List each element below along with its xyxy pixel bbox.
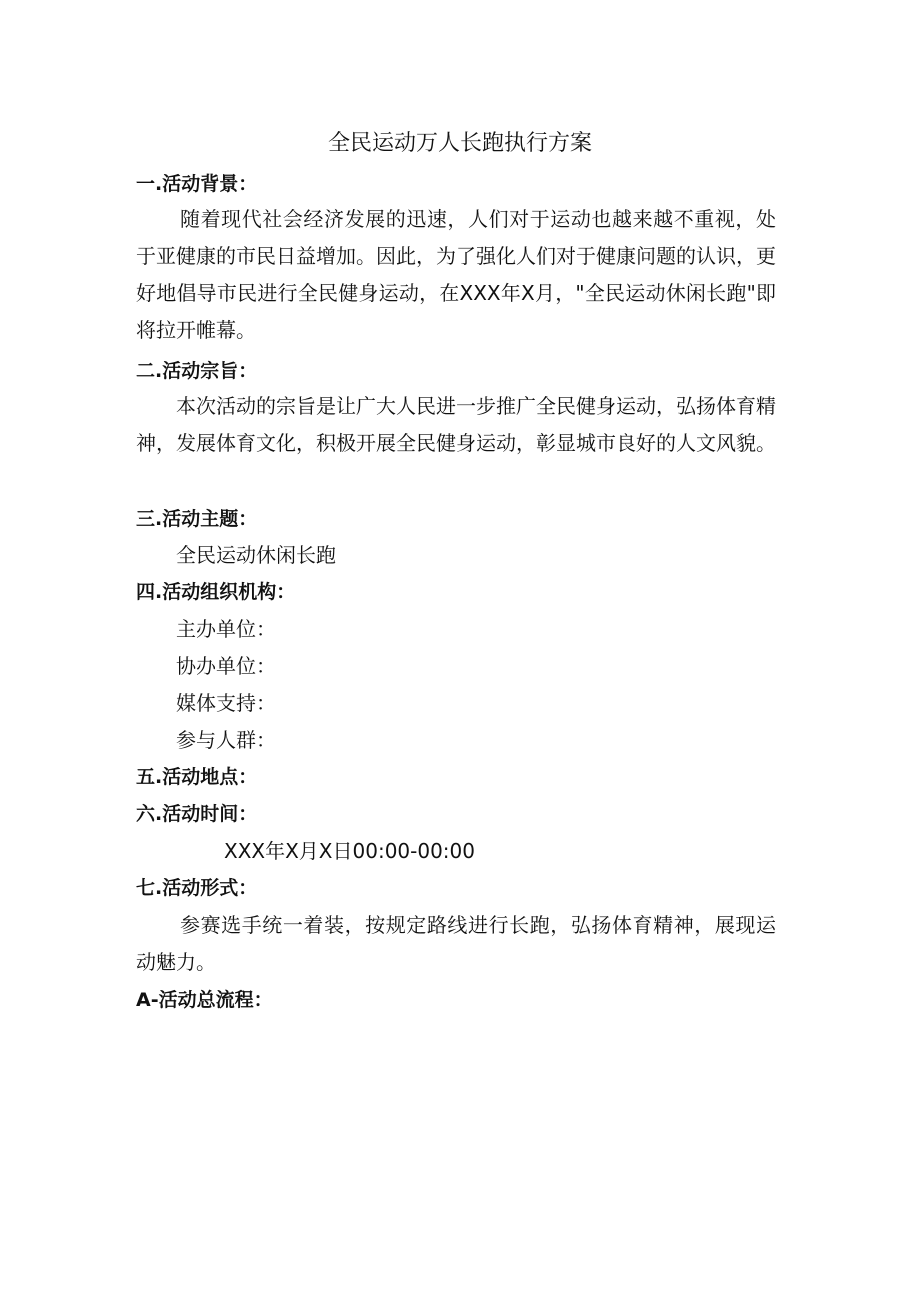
organizer-item: 主办单位： (176, 617, 276, 641)
section-heading-location: 五.活动地点： (136, 766, 258, 788)
section-heading-purpose: 二.活动宗旨： (136, 360, 258, 382)
media-support-item: 媒体支持： (176, 691, 276, 715)
section-body-background: 随着现代社会经济发展的迅速，人们对于运动也越来越不重视，处于亚健康的市民日益增加。因此，为了强化人们对于健康问题的认识，更好地倡导市民进行全民健身运动，在XXX年X月，"全民运动休闲长跑"即将拉开帷幕。 (136, 207, 776, 342)
section-heading-format: 七.活动形式： (136, 877, 258, 899)
section-body-format: 参赛选手统一着装，按规定路线进行长跑，弘扬体育精神，展现运动魅力。 (136, 913, 776, 974)
section-heading-time: 六.活动时间： (136, 803, 258, 825)
section-body-theme: 全民运动休闲长跑 (176, 543, 336, 567)
co-organizer-item: 协办单位： (176, 654, 276, 678)
section-body-purpose: 本次活动的宗旨是让广大人民进一步推广全民健身运动，弘扬体育精神，发展体育文化，积极开展全民健身运动，彰显城市良好的人文风貌。 (136, 394, 776, 455)
participants-item: 参与人群： (176, 728, 276, 752)
section-heading-organization: 四.活动组织机构： (136, 581, 296, 603)
section-heading-background: 一.活动背景： (136, 173, 258, 195)
document-title: 全民运动万人长跑执行方案 (327, 131, 592, 156)
section-body-time: XXX年X月X日00:00-00:00 (224, 839, 475, 863)
section-heading-theme: 三.活动主题： (136, 508, 258, 530)
section-heading-flow: A-活动总流程： (136, 989, 273, 1011)
